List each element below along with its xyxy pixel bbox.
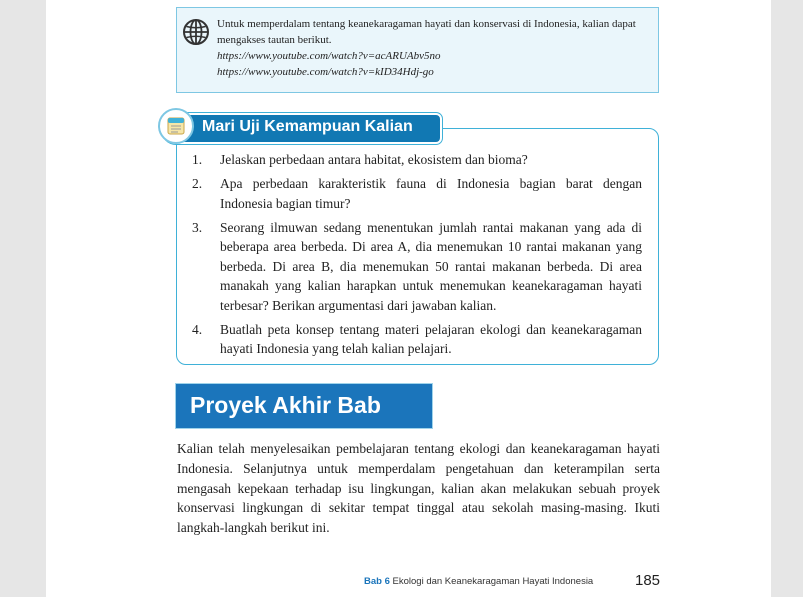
book-page bbox=[46, 0, 771, 597]
chapter-label: Bab 6 bbox=[364, 576, 390, 587]
section-title: Proyek Akhir Bab bbox=[190, 392, 381, 418]
question-number: 4. bbox=[192, 321, 203, 337]
links-text bbox=[217, 16, 647, 80]
project-paragraph: Kalian telah menyelesaikan pembelajaran tentang ekologi dan keanekaragaman hayati Indonesia. Selanjutnya untuk memperdalam pengetahuan dan keterampilan serta mengasah kepekaan terhadap isu lingkungan, kalian akan melakukan sebuah proyek konservasi lingkungan di sekitar tempat tinggal atau sekolah masing-masing. Ikuti langkah-langkah berikut ini. bbox=[177, 441, 660, 536]
page-number: 185 bbox=[635, 572, 661, 589]
quiz-title: Mari Uji Kemampuan Kalian bbox=[202, 118, 413, 135]
chapter-title: Ekologi dan Keanekaragaman Hayati Indonesia bbox=[392, 576, 594, 587]
question-text: Jelaskan perbedaan antara habitat, ekosistem dan bioma? bbox=[220, 152, 528, 167]
notebook-icon bbox=[158, 108, 194, 144]
quiz-question bbox=[192, 218, 642, 316]
links-intro: Untuk memperdalam tentang keanekaragaman hayati dan konservasi di Indonesia, kalian dapat mengakses tautan berikut. bbox=[217, 18, 636, 46]
quiz-question-list bbox=[192, 150, 642, 363]
links-callout bbox=[176, 7, 659, 93]
question-text: Seorang ilmuwan sedang menentukan jumlah rantai makanan yang ada di beberapa area berbeda. Di area A, dia menemukan 10 rantai makanan yang berbeda. Di area B, dia menemukan 50 rantai makanan berbeda. Di area manakah yang kalian harapkan untuk menemukan keanekaragaman hayati terbesar? Berikan argumentasi dari jawaban kalian. bbox=[220, 219, 642, 313]
youtube-link[interactable]: https://www.youtube.com/watch?v=kID34Hdj-go bbox=[217, 66, 434, 78]
question-number: 2. bbox=[192, 176, 203, 191]
quiz-question bbox=[192, 174, 642, 213]
project-banner bbox=[176, 384, 432, 428]
question-number: 1. bbox=[192, 152, 203, 167]
page-footer bbox=[364, 576, 593, 587]
quiz-header bbox=[162, 113, 442, 144]
youtube-link[interactable]: https://www.youtube.com/watch?v=acARUAbv5no bbox=[217, 50, 441, 62]
globe-icon bbox=[182, 18, 210, 46]
question-text: Buatlah peta konsep tentang materi pelajaran ekologi dan keanekaragaman hayati Indonesia yang telah kalian pelajari. bbox=[220, 321, 642, 356]
quiz-question bbox=[192, 150, 642, 170]
question-text: Apa perbedaan karakteristik fauna di Indonesia bagian barat dengan Indonesia bagian timur? bbox=[220, 176, 642, 211]
question-number: 3. bbox=[192, 219, 203, 235]
quiz-question bbox=[192, 320, 642, 359]
